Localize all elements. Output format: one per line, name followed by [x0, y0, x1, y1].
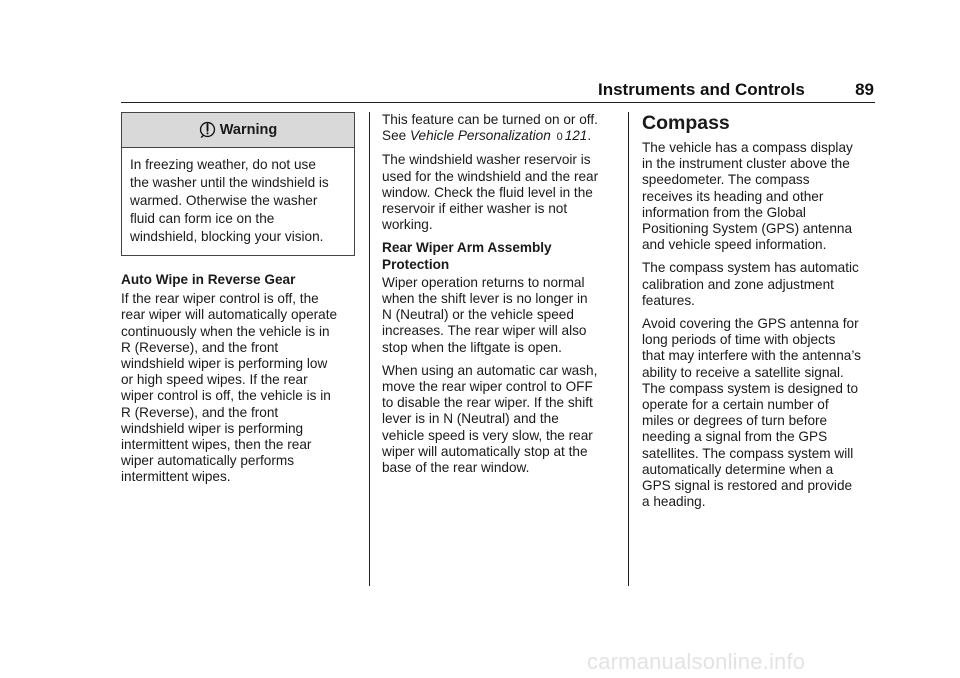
text-line: miles or degrees of turn before	[642, 413, 828, 429]
text-line: windshield wiper is performing	[121, 420, 304, 436]
text-line: needing a signal from the GPS	[642, 429, 828, 445]
text-line: stop when the liftgate is open.	[382, 339, 562, 355]
section-heading-compass: Compass	[642, 112, 730, 134]
text-line: lever is in N (Neutral) and the	[382, 411, 559, 427]
text-line: ability to receive a satellite signal.	[642, 364, 844, 380]
text-line: used for the windshield and the rear	[382, 168, 599, 184]
text-line: satellites. The compass system will	[642, 445, 854, 461]
text-line: window. Check the fluid level in the	[382, 184, 593, 200]
text-line: intermittent wipes, then the rear	[121, 437, 312, 453]
text-line: The compass system is designed to	[642, 380, 859, 396]
text-line: features.	[642, 292, 695, 308]
text-fragment: See	[382, 128, 410, 144]
text-line: when the shift lever is no longer in	[382, 291, 588, 307]
text-line: R (Reverse), and the front	[121, 339, 279, 355]
text-line: In freezing weather, do not use	[130, 157, 316, 172]
vehicle-personalization-link[interactable]: Vehicle Personalization	[409, 128, 551, 144]
warning-box	[121, 112, 355, 256]
header-rule	[121, 102, 875, 103]
paragraph-washer-reservoir	[382, 152, 622, 233]
text-line: operate for a certain number of	[642, 397, 829, 413]
page-number: 89	[855, 80, 874, 99]
text-line: wiper control is off, the vehicle is in	[121, 388, 331, 404]
subheading-rear-wiper-arm	[382, 240, 622, 272]
paragraph-wiper-operation	[382, 275, 622, 356]
text-line: to disable the rear wiper. If the shift	[382, 395, 593, 411]
text-line: fluid can form ice on the	[130, 211, 275, 226]
paragraph-compass-display	[642, 140, 882, 253]
text-line: vehicle speed is very slow, the rear	[382, 427, 593, 443]
text-line: windshield wiper is performing low	[121, 356, 328, 372]
text-line: and vehicle speed information.	[642, 237, 827, 253]
text-line: warmed. Otherwise the washer	[130, 193, 318, 208]
text-line: Rear Wiper Arm Assembly	[382, 240, 552, 256]
warning-text	[122, 148, 354, 255]
text-line: base of the rear window.	[382, 460, 530, 476]
text-line: wiper automatically performs	[121, 453, 295, 469]
text-line: calibration and zone adjustment	[642, 276, 834, 292]
text-line: that may interfere with the antenna’s	[642, 348, 861, 364]
column-divider-2	[628, 112, 629, 586]
text-line: Avoid covering the GPS antenna for	[642, 316, 859, 332]
warning-icon	[199, 121, 216, 138]
text-line: working.	[382, 217, 433, 233]
text-line: a heading.	[642, 494, 706, 510]
text-line: When using an automatic car wash,	[382, 362, 598, 378]
text-line: or high speed wipes. If the rear	[121, 372, 308, 388]
page-header	[598, 80, 874, 100]
subheading-auto-wipe: Auto Wipe in Reverse Gear	[121, 272, 296, 287]
text-line: If the rear wiper control is off, the	[121, 291, 319, 307]
column-1	[121, 112, 357, 493]
text-line: speedometer. The compass	[642, 172, 810, 188]
see-reference-line	[382, 128, 622, 145]
text-line: R (Reverse), and the front	[121, 404, 279, 420]
paragraph-feature-toggle	[382, 112, 622, 145]
paragraph-compass-calibration	[642, 260, 882, 309]
text-line: wiper will automatically stop at the	[382, 443, 588, 459]
text-line: increases. The rear wiper will also	[382, 323, 587, 339]
watermark: carmanualsonline.info	[587, 649, 806, 674]
text-line: The compass system has automatic	[642, 260, 859, 276]
text-line: move the rear wiper control to OFF	[382, 379, 593, 395]
paragraph-auto-wipe	[121, 291, 357, 485]
warning-title: Warning	[219, 121, 278, 138]
text-line: receives its heading and other	[642, 188, 824, 204]
text-line: GPS signal is restored and provide	[642, 478, 853, 494]
text-line: This feature can be turned on or off.	[382, 112, 598, 127]
text-line: rear wiper will automatically operate	[121, 307, 338, 323]
page-reference-number[interactable]: 121	[564, 128, 588, 144]
paragraph-car-wash	[382, 363, 622, 476]
text-line: windshield, blocking your vision.	[130, 229, 324, 244]
text-line: in the instrument cluster above the	[642, 156, 850, 172]
column-divider-1	[369, 112, 370, 586]
text-line: intermittent wipes.	[121, 469, 231, 485]
column-3	[642, 112, 882, 517]
text-line: Protection	[382, 256, 450, 272]
text-line: Wiper operation returns to normal	[382, 274, 585, 290]
section-title: Instruments and Controls	[598, 80, 805, 99]
text-fragment: .	[587, 128, 592, 144]
text-line: The vehicle has a compass display	[642, 140, 853, 155]
warning-title-bar	[122, 113, 354, 148]
text-line: long periods of time with objects	[642, 332, 836, 348]
text-line: the washer until the windshield is	[130, 175, 329, 190]
text-line: automatically determine when a	[642, 461, 834, 477]
text-line: Positioning System (GPS) antenna	[642, 221, 853, 237]
text-line: The windshield washer reservoir is	[382, 152, 591, 168]
text-line: reservoir if either washer is not	[382, 201, 568, 217]
paragraph-gps-antenna	[642, 316, 882, 510]
column-2	[382, 112, 622, 483]
page-reference-icon: 0	[556, 131, 563, 144]
text-line: information from the Global	[642, 204, 806, 220]
text-line: continuously when the vehicle is in	[121, 323, 330, 339]
text-line: N (Neutral) or the vehicle speed	[382, 307, 574, 323]
